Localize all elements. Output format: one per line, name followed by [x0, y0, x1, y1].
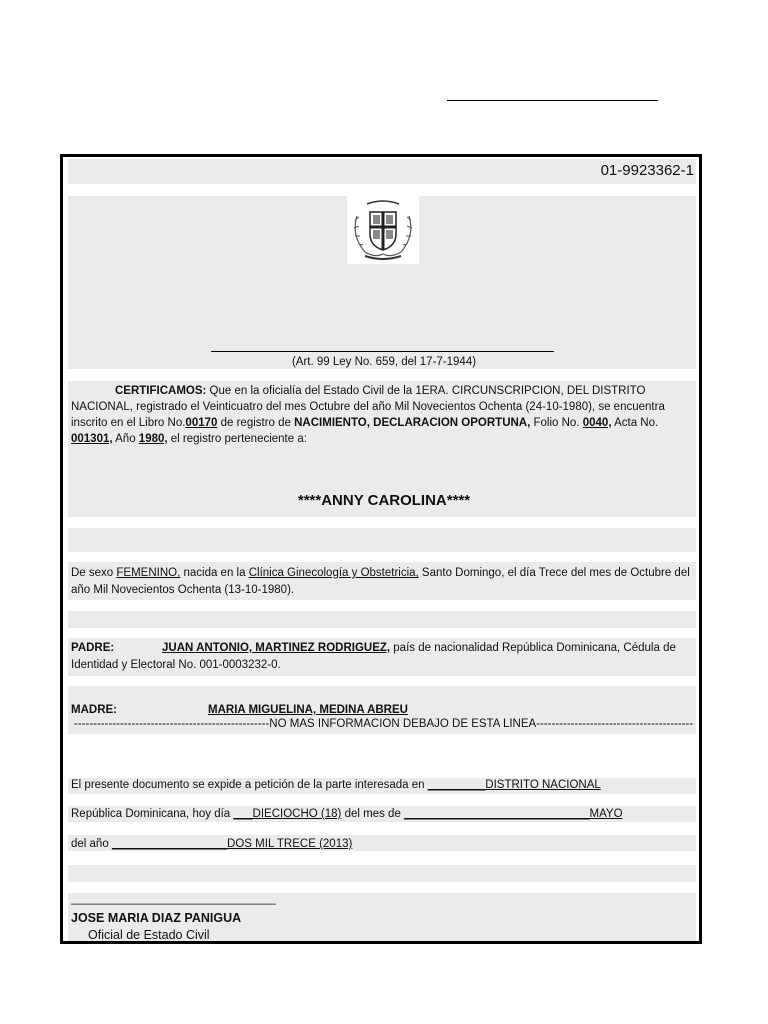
- issue-line-1: [71, 777, 601, 793]
- certification-text-4: Acta No.: [611, 417, 659, 429]
- birth-text-1: De sexo: [71, 567, 117, 579]
- father-paragraph: [71, 640, 691, 674]
- certification-text-1: Que en la oficialía del Estado Civil de la 1ERA. CIRCUNSCRIPCION, DEL DISTRITO NACIONAL, registrado el Veinticuatro del mes Octubre del año Mil Novecientos Ochenta (24-10-1980), se encuentra inscrito en el Libro No.: [71, 385, 665, 429]
- father-name: JUAN ANTONIO, MARTINEZ RODRIGUEZ,: [162, 642, 391, 654]
- band-spacer-2: [68, 611, 696, 628]
- folio-number: 0040,: [582, 417, 612, 429]
- top-signature-line: [447, 100, 658, 101]
- certification-lead: CERTIFICAMOS:: [115, 385, 207, 397]
- issue-line-3: [71, 836, 352, 852]
- issue-month: _____________________________MAYO: [404, 808, 623, 820]
- coat-of-arms-icon: [347, 196, 419, 264]
- certification-text-6: el registro perteneciente a:: [167, 433, 307, 445]
- band-spacer-3: [68, 865, 696, 882]
- record-type: NACIMIENTO, DECLARACION OPORTUNA,: [294, 417, 531, 429]
- issue-text-2: República Dominicana, hoy día: [71, 808, 234, 820]
- birth-paragraph: [71, 565, 691, 599]
- signature-line: ________________________________: [71, 893, 276, 905]
- coat-of-arms: [347, 196, 419, 264]
- certification-paragraph: [71, 383, 691, 447]
- issue-line-2: [71, 806, 623, 822]
- person-name: ****ANNY CAROLINA****: [297, 492, 471, 509]
- certification-text-5: Año: [112, 433, 139, 445]
- birth-text-2: nacida en la: [180, 567, 249, 579]
- acta-number: 001301,: [71, 433, 113, 445]
- title-line: [211, 351, 554, 352]
- issue-text-4: del año: [71, 838, 112, 850]
- officer-name: JOSE MARIA DIAZ PANIGUA: [71, 911, 242, 925]
- father-label: PADRE:: [71, 642, 115, 654]
- legal-reference: (Art. 99 Ley No. 659, del 17-7-1944): [291, 356, 477, 368]
- sex: FEMENINO,: [116, 567, 181, 579]
- band-spacer-1: [68, 528, 696, 552]
- certificate-number: 01-9923362-1: [600, 162, 694, 179]
- certification-text-2: de registro de: [217, 417, 295, 429]
- record-year: 1980,: [138, 433, 168, 445]
- issue-text-1: El presente documento se expide a petición de la parte interesada en: [71, 779, 428, 791]
- father-details: país de nacionalidad República Dominicana, Cédula de Identidad y Electoral No. 001-0003232-0.: [71, 642, 676, 671]
- mother-name: MARIA MIGUELINA, MEDINA ABREU: [208, 704, 408, 716]
- birth-text-3: Santo Domingo, el día Trece del mes de Octubre del año Mil Novecientos Ochenta (13-10-1980).: [71, 567, 690, 596]
- birth-place: Clínica Ginecología y Obstetricia,: [248, 567, 419, 579]
- officer-title: Oficial de Estado Civil: [88, 928, 210, 942]
- book-number: 00170: [185, 417, 218, 429]
- end-of-information-line: ---------------------------------------------------NO MAS INFORMACION DEBAJO DE ESTA LINEA-----------------------------------------: [74, 718, 694, 730]
- mother-label: MADRE:: [71, 704, 117, 716]
- certification-text-3: Folio No.: [530, 417, 583, 429]
- issue-text-3: del mes de: [341, 808, 405, 820]
- issue-place: _________DISTRITO NACIONAL: [427, 779, 601, 791]
- issue-day: ___DIECIOCHO (18): [233, 808, 342, 820]
- issue-year: __________________DOS MIL TRECE (2013): [111, 838, 353, 850]
